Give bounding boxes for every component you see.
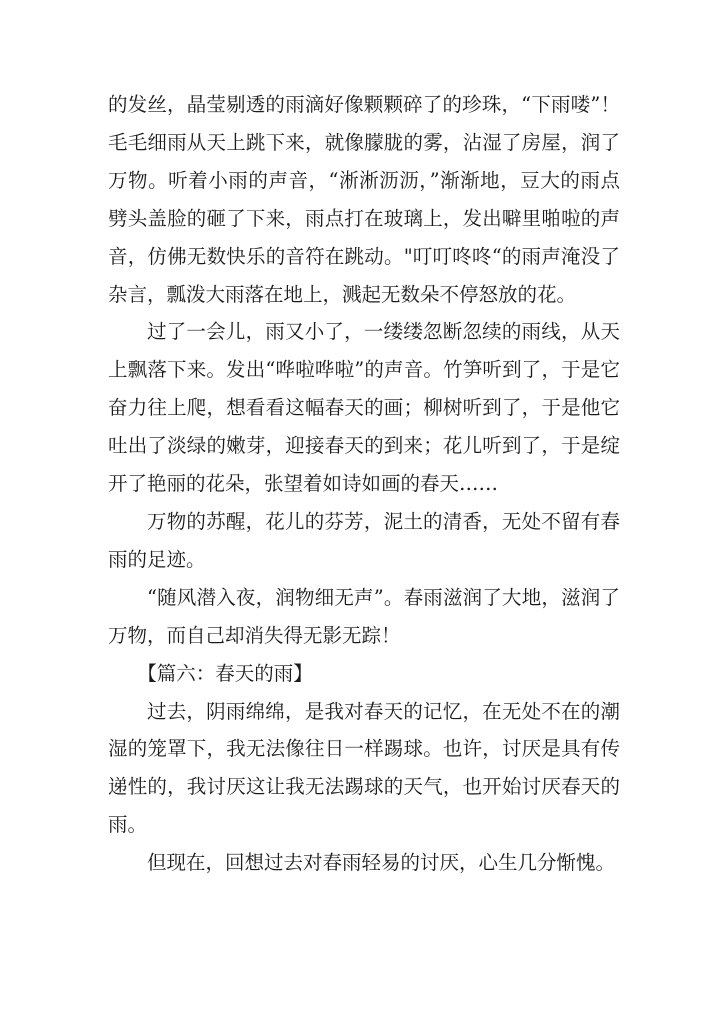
paragraph-present-reflection: 但现在，回想过去对春雨轻易的讨厌，心生几分惭愧。 (147, 851, 616, 875)
paragraph-rain-softens: 过了一会儿，雨又小了，一缕缕忽断忽续的雨线，从天上飘落下来。发出“哗啦哗啦”的声音。竹笋听到了，于是它奋力往上爬，想看看这幅春天的画；柳树听到了，于是他它吐出了淡绿的嫩芽，迎接春天的到来；花儿听到了，于是绽开了艳丽的花朵，张望着如诗如画的春天…… (108, 320, 620, 496)
document-body (108, 86, 620, 882)
paragraph-poem-quote: “随风潜入夜，润物细无声”。春雨滋润了大地，滋润了万物，而自己却消失得无影无踪！ (108, 585, 620, 647)
section-heading: 【篇六：春天的雨】 (137, 661, 313, 685)
paragraph-rain-continued: 的发丝，晶莹剔透的雨滴好像颗颗碎了的珍珠，“下雨喽”！毛毛细雨从天上跳下来，就像朦胧的雾，沾湿了房屋，润了万物。听着小雨的声音，“淅淅沥沥，”渐渐地，豆大的雨点劈头盖脸的砸了下来，雨点打在玻璃上，发出噼里啪啦的声音，仿佛无数快乐的音符在跳动。"叮叮咚咚“的雨声淹没了杂言，瓢泼大雨落在地上，溅起无数朵不停怒放的花。 (108, 93, 620, 306)
paragraph-awakening: 万物的苏醒，花儿的芬芳，泥土的清香，无处不留有春雨的足迹。 (108, 509, 620, 571)
paragraph-past-memory: 过去，阴雨绵绵，是我对春天的记忆，在无处不在的潮湿的笼罩下，我无法像往日一样踢球。也许，讨厌是具有传递性的，我讨厌这让我无法踢球的天气，也开始讨厌春天的雨。 (108, 699, 620, 837)
